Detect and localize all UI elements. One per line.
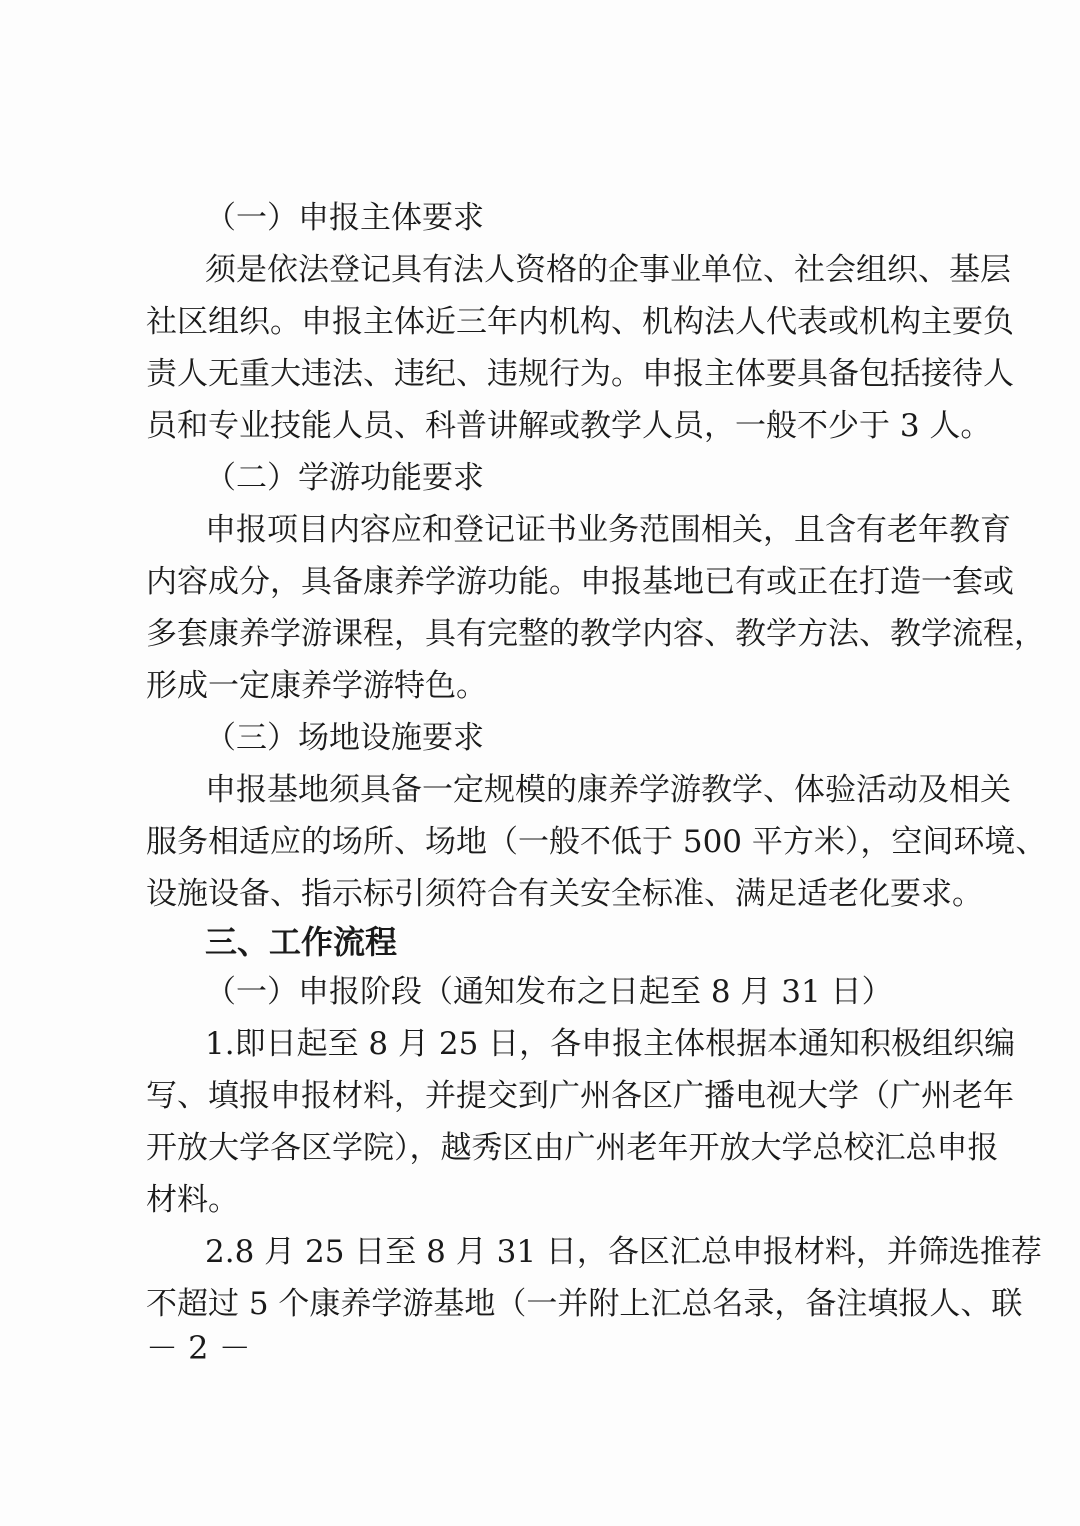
subheading-venue-facilities: （三）场地设施要求 (205, 720, 484, 756)
paragraph-line: 责人无重大违法、违纪、违规行为。申报主体要具备包括接待人 (146, 356, 1014, 392)
paragraph-line: 内容成分，具备康养学游功能。申报基地已有或正在打造一套或 (146, 564, 1014, 600)
paragraph-line: 写、填报申报材料，并提交到广州各区广播电视大学（广州老年 (146, 1078, 1014, 1114)
subheading-applicant-requirements: （一）申报主体要求 (205, 200, 484, 236)
paragraph-line: 服务相适应的场所、场地（一般不低于 500 平方米），空间环境、 (146, 824, 1047, 860)
page-number: － 2 － (146, 1329, 251, 1367)
paragraph-line: 须是依法登记具有法人资格的企事业单位、社会组织、基层 (205, 252, 1011, 288)
paragraph-line: 开放大学各区学院），越秀区由广州老年开放大学总校汇总申报 (146, 1130, 999, 1166)
paragraph-line: 设施设备、指示标引须符合有关安全标准、满足适老化要求。 (146, 876, 983, 912)
paragraph-line: 形成一定康养学游特色。 (146, 668, 487, 704)
section-heading-workflow: 三、工作流程 (205, 923, 398, 961)
paragraph-line: 多套康养学游课程，具有完整的教学内容、教学方法、教学流程， (146, 616, 1045, 652)
paragraph-line: 不超过 5 个康养学游基地（一并附上汇总名录，备注填报人、联 (146, 1286, 1023, 1322)
subheading-study-tour-function: （二）学游功能要求 (205, 460, 484, 496)
paragraph-line: 1.即日起至 8 月 25 日，各申报主体根据本通知积极组织编 (205, 1026, 1016, 1062)
subheading-application-stage: （一）申报阶段（通知发布之日起至 8 月 31 日） (205, 974, 893, 1010)
paragraph-line: 申报项目内容应和登记证书业务范围相关，且含有老年教育 (205, 512, 1011, 548)
paragraph-line: 员和专业技能人员、科普讲解或教学人员，一般不少于 3 人。 (146, 408, 992, 444)
paragraph-line: 材料。 (146, 1182, 239, 1218)
paragraph-line: 2.8 月 25 日至 8 月 31 日，各区汇总申报材料，并筛选推荐 (205, 1234, 1042, 1270)
paragraph-line: 申报基地须具备一定规模的康养学游教学、体验活动及相关 (205, 772, 1011, 808)
paragraph-line: 社区组织。申报主体近三年内机构、机构法人代表或机构主要负 (146, 304, 1014, 340)
